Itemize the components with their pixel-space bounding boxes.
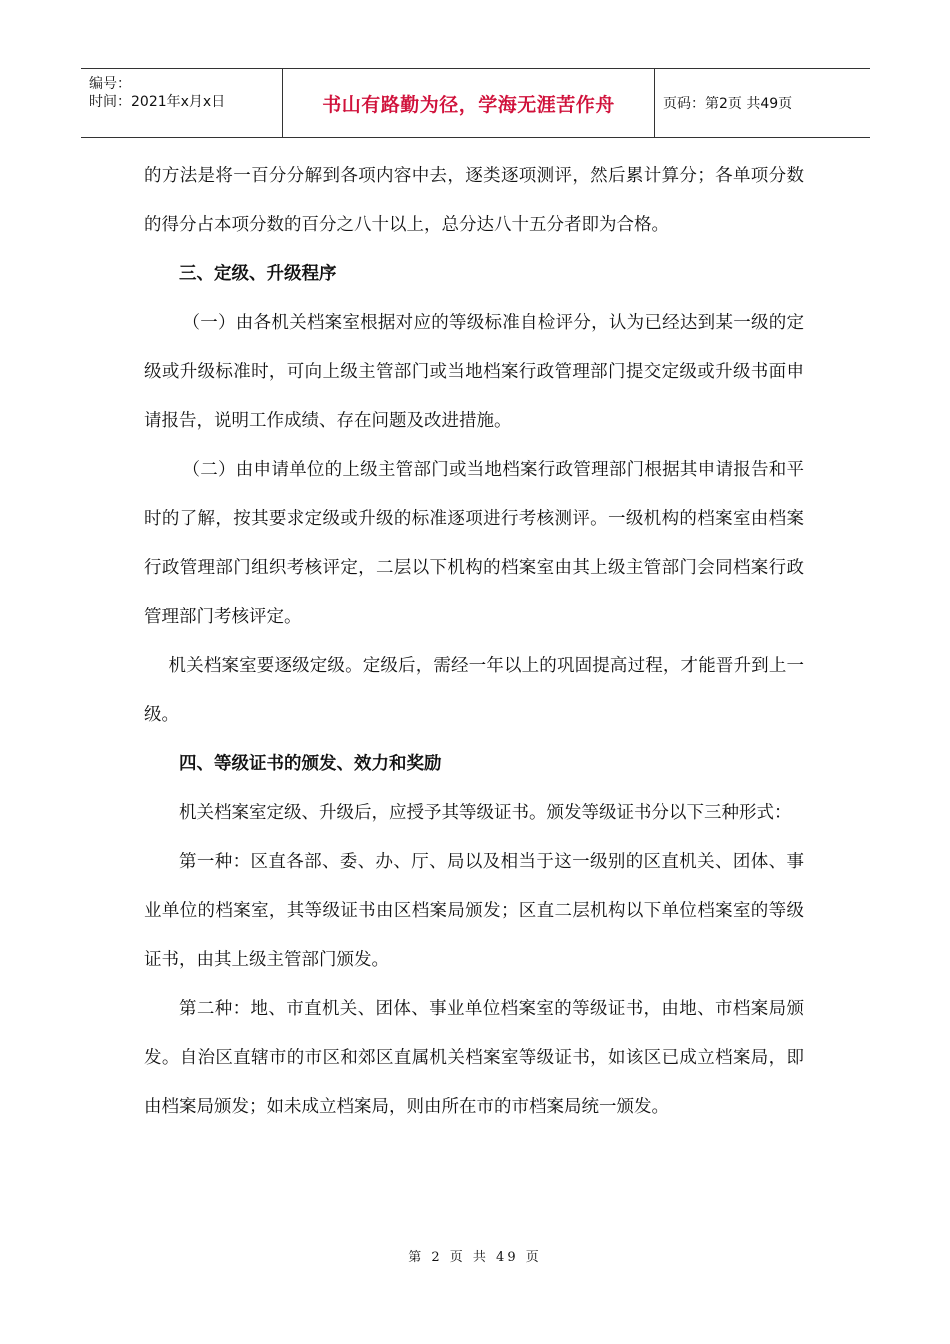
paragraph-scoring-method: 的方法是将一百分分解到各项内容中去，逐类逐项测评，然后累计算分；各单项分数的得分占本项分数的百分之八十以上，总分达八十五分者即为合格。 xyxy=(144,166,804,235)
paragraph-stepwise-grading: 机关档案室要逐级定级。定级后，需经一年以上的巩固提高过程，才能晋升到上一级。 xyxy=(144,656,804,725)
header-divider xyxy=(654,69,655,137)
paragraph-certificate-type-2: 第二种：地、市直机关、团体、事业单位档案室的等级证书，由地、市档案局颁发。自治区直辖市的市区和郊区直属机关档案室等级证书，如该区已成立档案局，即由档案局颁发；如未成立档案局，则由所在市的市档案局统一颁发。 xyxy=(144,999,804,1117)
document-body xyxy=(144,152,804,1132)
paragraph-certificate-intro: 机关档案室定级、升级后，应授予其等级证书。颁发等级证书分以下三种形式： xyxy=(179,803,792,823)
header-page-info: 页码：第2页 共49页 xyxy=(663,96,793,112)
paragraph-procedure-1: （一）由各机关档案室根据对应的等级标准自检评分，认为已经达到某一级的定级或升级标准时，可向上级主管部门或当地档案行政管理部门提交定级或升级书面申请报告，说明工作成绩、存在问题及改进措施。 xyxy=(144,313,804,431)
section-heading-3: 三、定级、升级程序 xyxy=(179,264,337,284)
header-meta xyxy=(81,69,281,137)
header-motto: 书山有路勤为径，学海无涯苦作舟 xyxy=(322,93,615,116)
section-heading-4: 四、等级证书的颁发、效力和奖励 xyxy=(179,754,442,774)
paragraph-procedure-2: （二）由申请单位的上级主管部门或当地档案行政管理部门根据其申请报告和平时的了解，按其要求定级或升级的标准逐项进行考核测评。一级机构的档案室由档案行政管理部门组织考核评定，二层以下机构的档案室由其上级主管部门会同档案行政管理部门考核评定。 xyxy=(144,460,804,627)
doc-date-label: 时间：2021年x月x日 xyxy=(89,94,226,110)
page-footer: 第 2 页 共 49 页 xyxy=(408,1250,542,1265)
paragraph-certificate-type-1: 第一种：区直各部、委、办、厅、局以及相当于这一级别的区直机关、团体、事业单位的档案室，其等级证书由区档案局颁发；区直二层机构以下单位档案室的等级证书，由其上级主管部门颁发。 xyxy=(144,852,804,970)
page-header xyxy=(81,68,870,138)
doc-number-label: 编号： xyxy=(89,76,131,92)
